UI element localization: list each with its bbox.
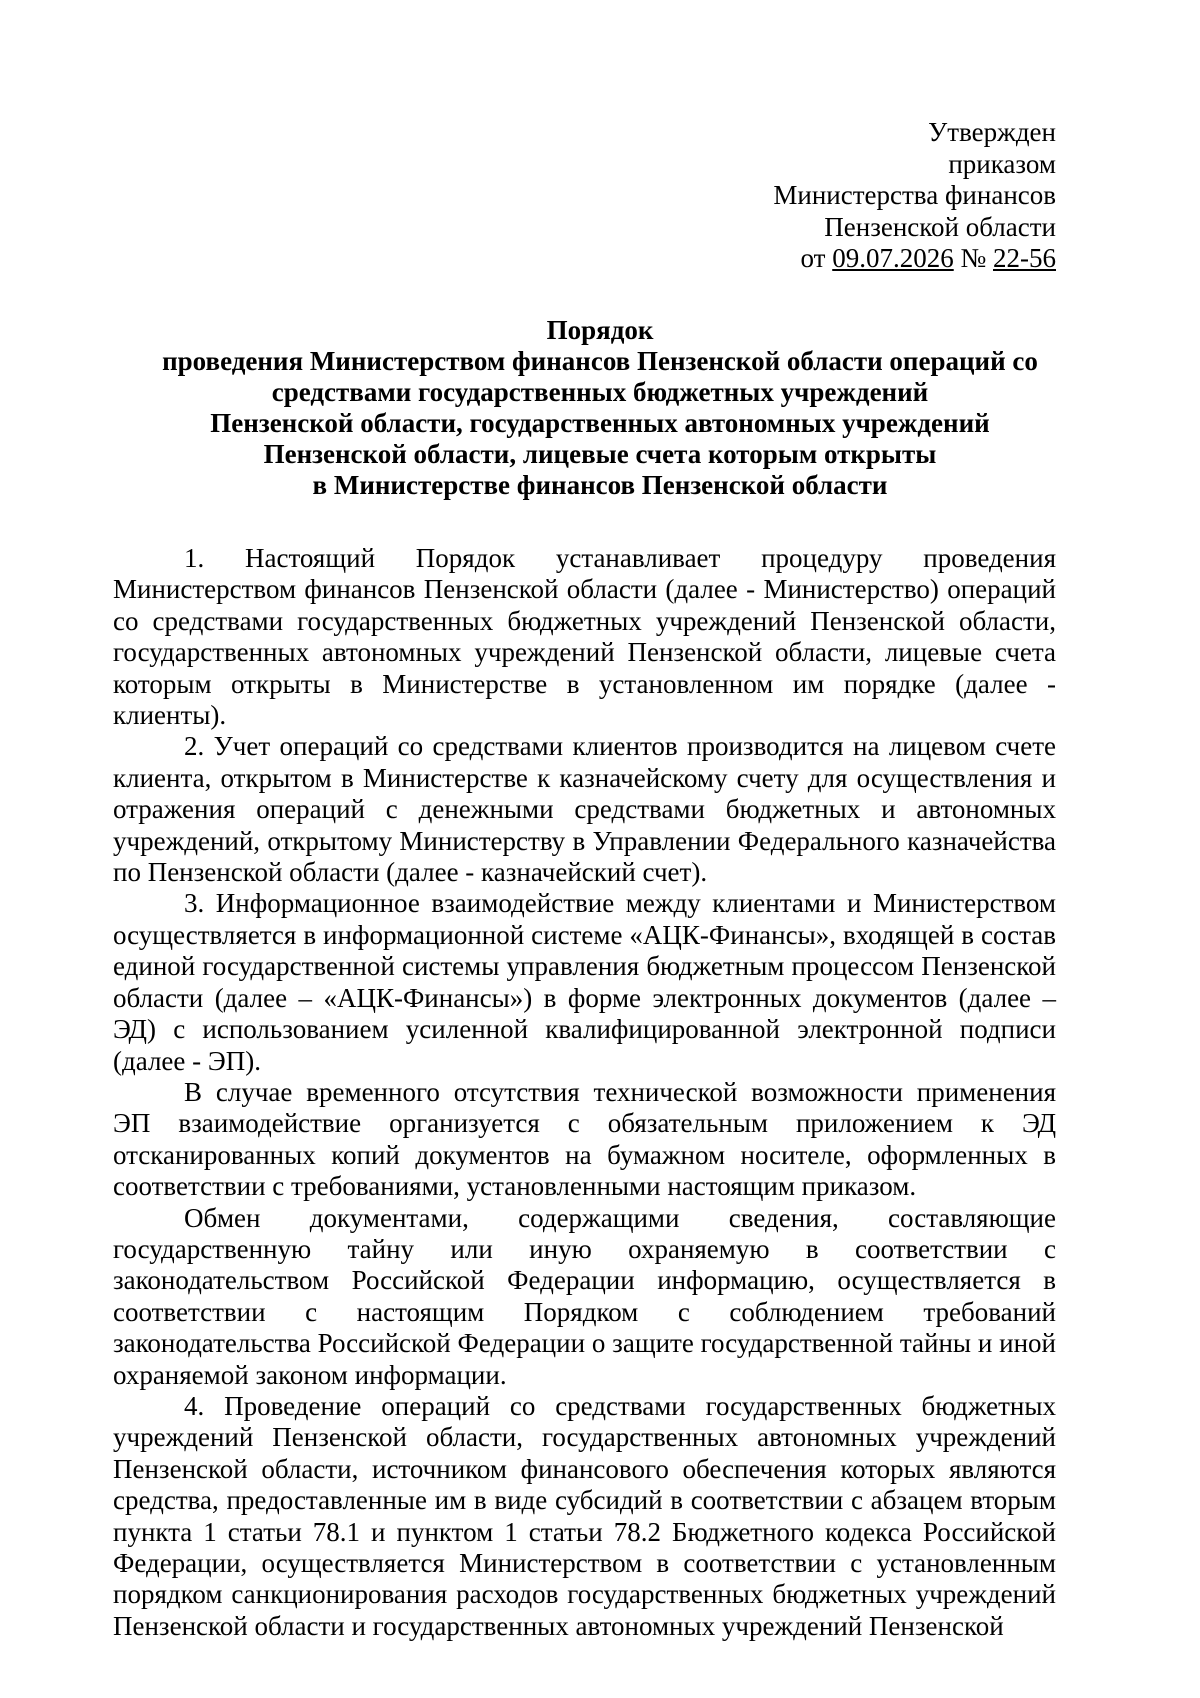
document-title: [120, 315, 1080, 501]
number-prefix: №: [953, 243, 993, 273]
title-line-5: Пензенской области, лицевые счета которым открыты: [263, 439, 937, 469]
title-line-4: Пензенской области, государственных автономных учреждений: [210, 408, 990, 438]
date-prefix: от: [800, 243, 833, 273]
paragraph-3-ep-absence: В случае временного отсутствия технической возможности применения ЭП взаимодействие организуется с обязательным приложением к ЭД отсканированных копий документов на бумажном носителе, оформленных в соответствии с требованиями, установленными настоящим приказом.: [113, 1076, 1056, 1202]
paragraph-2: 2. Учет операций со средствами клиентов производится на лицевом счете клиента, открытом в Министерстве к казначейскому счету для осуществления и отражения операций с денежными средствами бюджетных и автономных учреждений, открытому Министерству в Управлении Федерального казначейства по Пензенской области (далее - казначейский счет).: [113, 731, 1056, 888]
document-body: [113, 543, 1056, 1642]
title-line-2: проведения Министерством финансов Пензенской области операций со: [162, 346, 1038, 376]
approval-line-ministry: Министерства финансов: [773, 180, 1056, 210]
approval-line-region: Пензенской области: [824, 211, 1056, 242]
approval-stamp-block: [773, 117, 1056, 275]
approval-line-date-number: [773, 243, 1056, 275]
approval-line-approved: Утвержден: [928, 117, 1056, 147]
title-line-6: в Министерстве финансов Пензенской области: [312, 470, 888, 500]
order-number: 22-56: [993, 243, 1056, 273]
approval-line-by-order: приказом: [948, 148, 1056, 179]
title-line-3: средствами государственных бюджетных учреждений: [271, 377, 929, 407]
order-date: 09.07.2026: [832, 243, 954, 273]
paragraph-3: 3. Информационное взаимодействие между клиентами и Министерством осуществляется в информационной системе «АЦК-Финансы», входящей в состав единой государственной системы управления бюджетным процессом Пензенской области (далее – «АЦК-Финансы») в форме электронных документов (далее – ЭД) с использованием усиленной квалифицированной электронной подписи (далее - ЭП).: [113, 888, 1056, 1076]
paragraph-1: 1. Настоящий Порядок устанавливает процедуру проведения Министерством финансов Пензенской области (далее - Министерство) операций со средствами государственных бюджетных учреждений Пензенской области, государственных автономных учреждений Пензенской области, лицевые счета которым открыты в Министерстве в установленном им порядке (далее - клиенты).: [113, 543, 1056, 731]
paragraph-4: 4. Проведение операций со средствами государственных бюджетных учреждений Пензенской области, государственных автономных учреждений Пензенской области, источником финансового обеспечения которых являются средства, предоставленные им в виде субсидий в соответствии с абзацем вторым пункта 1 статьи 78.1 и пунктом 1 статьи 78.2 Бюджетного кодекса Российской Федерации, осуществляется Министерством в соответствии с установленным порядком санкционирования расходов государственных бюджетных учреждений Пензенской области и государственных автономных учреждений Пензенской: [113, 1390, 1056, 1641]
title-line-1: Порядок: [546, 315, 654, 345]
paragraph-3-secret-exchange: Обмен документами, содержащими сведения, составляющие государственную тайну или иную охраняемую в соответствии с законодательством Российской Федерации информацию, осуществляется в соответствии с настоящим Порядком с соблюдением требований законодательства Российской Федерации о защите государственной тайны и иной охраняемой законом информации.: [113, 1202, 1056, 1390]
